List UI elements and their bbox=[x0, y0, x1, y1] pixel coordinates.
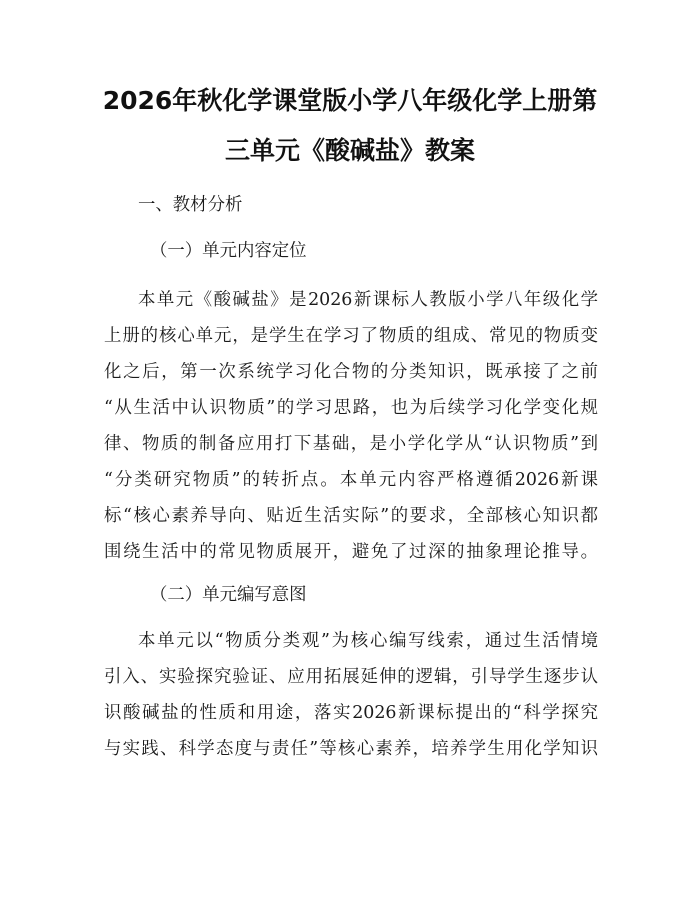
paragraph-line: 律、物质的制备应用打下基础，是小学化学从“认识物质”到 bbox=[104, 434, 598, 454]
subsection-heading-writing-intent: （二）单元编写意图 bbox=[150, 585, 307, 605]
section-heading-textbook-analysis: 一、教材分析 bbox=[138, 195, 243, 215]
paragraph-line: 本单元以“物质分类观”为核心编写线索，通过生活情境 bbox=[138, 631, 598, 651]
paragraph-line: 本单元《酸碱盐》是2026新课标人教版小学八年级化学 bbox=[138, 290, 598, 310]
paragraph-line: 化之后，第一次系统学习化合物的分类知识，既承接了之前 bbox=[104, 362, 598, 382]
document-title-line-1: 2026年秋化学课堂版小学八年级化学上册第 bbox=[102, 86, 598, 115]
paragraph-line: 标“核心素养导向、贴近生活实际”的要求，全部核心知识都 bbox=[104, 506, 598, 526]
subsection-heading-unit-positioning: （一）单元内容定位 bbox=[150, 241, 307, 261]
paragraph-line: 与实践、科学态度与责任”等核心素养，培养学生用化学知识 bbox=[104, 739, 598, 759]
paragraph-line: 上册的核心单元，是学生在学习了物质的组成、常见的物质变 bbox=[104, 326, 598, 346]
paragraph-line: 围绕生活中的常见物质展开，避免了过深的抽象理论推导。 bbox=[104, 542, 598, 562]
paragraph-line: “分类研究物质”的转折点。本单元内容严格遵循2026新课 bbox=[104, 470, 598, 490]
paragraph-line: 引入、实验探究验证、应用拓展延伸的逻辑，引导学生逐步认 bbox=[104, 667, 598, 687]
paragraph-line: “从生活中认识物质”的学习思路，也为后续学习化学变化规 bbox=[104, 398, 598, 418]
document-title-line-2: 三单元《酸碱盐》教案 bbox=[224, 136, 475, 165]
paragraph-line: 识酸碱盐的性质和用途，落实2026新课标提出的“科学探究 bbox=[104, 703, 598, 723]
